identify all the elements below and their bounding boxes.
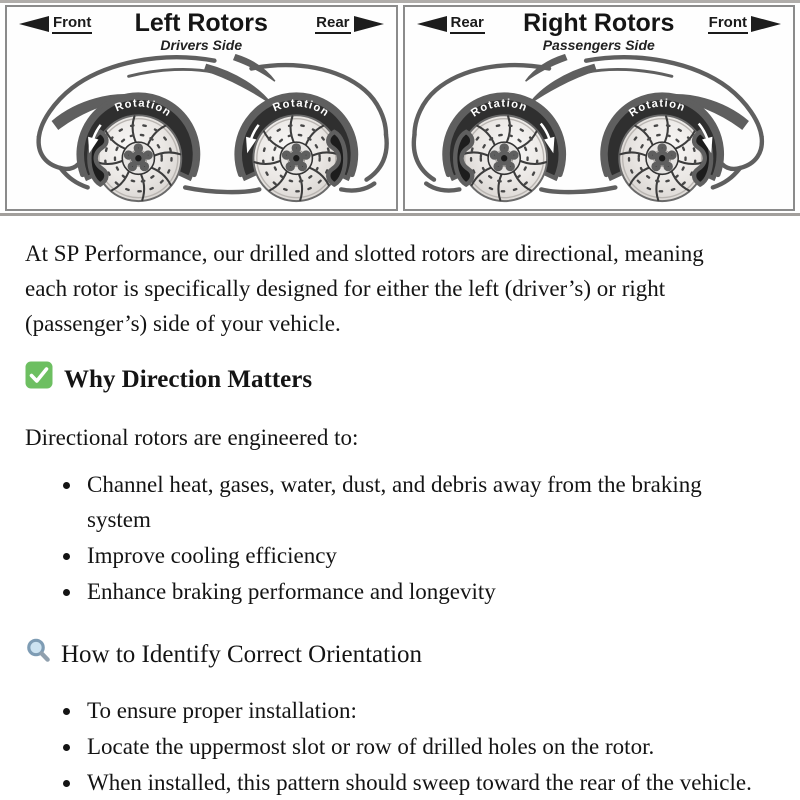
why-direction-matters-heading	[25, 361, 760, 398]
list-item: • When installed, this pattern should sweep toward the rear of the vehicle.	[83, 765, 760, 800]
rotation-label: Rotation	[113, 97, 174, 120]
car-right-illustration	[405, 49, 794, 205]
arrow-left-icon	[417, 16, 447, 32]
list-item: • Improve cooling efficiency	[83, 538, 760, 573]
arrow-left-icon	[19, 16, 49, 32]
rotor-direction-diagram	[0, 0, 800, 216]
identify-orientation-heading	[25, 637, 760, 673]
right-panel-header	[405, 7, 794, 53]
arrow-right-icon	[751, 16, 781, 32]
why-bullet-list	[25, 467, 760, 609]
list-item: • Locate the uppermost slot or row of drilled holes on the rotor.	[83, 729, 760, 764]
right-rotors-panel	[403, 5, 796, 211]
identify-bullet-list	[25, 693, 760, 800]
heading-text: Why Direction Matters	[64, 365, 313, 393]
front-direction-label	[19, 14, 92, 34]
arrow-right-icon	[354, 16, 384, 32]
panel-title: Left Rotors	[134, 9, 268, 37]
list-item: • Enhance braking performance and longevity	[83, 574, 760, 609]
front-direction-label	[708, 14, 781, 34]
panel-title: Right Rotors	[523, 9, 675, 37]
check-mark-emoji-icon	[25, 361, 53, 398]
rotation-label: Rotation	[626, 97, 687, 120]
rear-direction-label	[315, 14, 383, 34]
list-item: • To ensure proper installation:	[83, 693, 760, 728]
list-item: • Channel heat, gases, water, dust, and debris away from the braking system	[83, 467, 760, 537]
rotation-label: Rotation	[468, 97, 529, 120]
direction-label-text: Rear	[315, 14, 350, 34]
intro-paragraph: At SP Performance, our drilled and slotted rotors are directional, meaning each rotor is specifically designed for either the left (driver’s) or right (passenger’s) side of your vehicle.	[25, 241, 704, 336]
left-panel-header	[7, 7, 396, 53]
magnifying-glass-emoji-icon	[25, 637, 52, 673]
heading-text: How to Identify Correct Orientation	[61, 641, 423, 668]
panel-subtitle: Passengers Side	[542, 37, 655, 53]
why-lead-text: Directional rotors are engineered to:	[25, 425, 359, 450]
rotation-label: Rotation	[271, 97, 332, 120]
left-rotors-panel	[5, 5, 398, 211]
car-left-illustration	[7, 49, 396, 205]
article-body	[0, 216, 800, 800]
panel-subtitle: Drivers Side	[160, 37, 243, 53]
direction-label-text: Front	[52, 14, 92, 34]
rear-direction-label	[417, 14, 485, 34]
direction-label-text: Front	[708, 14, 748, 34]
direction-label-text: Rear	[450, 14, 485, 34]
